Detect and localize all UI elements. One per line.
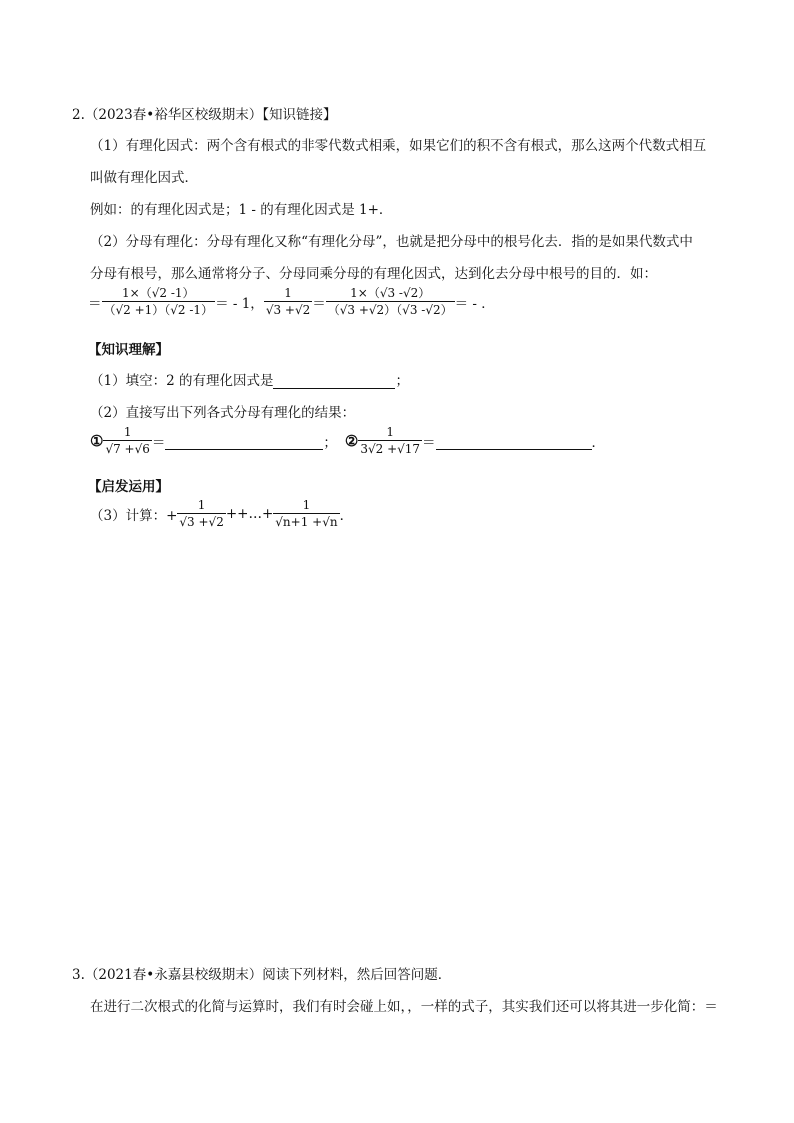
item2-fraction xyxy=(358,426,422,455)
u3-label: （3）计算：+ xyxy=(90,507,178,524)
fraction-denominator: √3 +√2 xyxy=(265,303,311,317)
q2-p2-line1: （2）分母有理化：分母有理化又称“有理化分母”，也就是把分母中的根号化去．指的是如果代数式中 xyxy=(90,234,693,250)
answer-blank-3[interactable] xyxy=(436,431,592,450)
u3-mid: ++…+ xyxy=(225,505,274,522)
fraction-numerator: 1 xyxy=(123,425,132,439)
answer-blank-2[interactable] xyxy=(165,431,323,450)
understand-title: 【知识理解】 xyxy=(88,342,169,358)
u1-end: ； xyxy=(395,373,409,389)
formula-fraction-1 xyxy=(102,287,216,316)
fraction-numerator: 1×（√2 -1） xyxy=(122,286,195,300)
q2-p2-line2: 分母有根号，那么通常将分子、分母同乘分母的有理化因式，达到化去分母中根号的目的．如： xyxy=(90,266,657,282)
fraction-numerator: 1 xyxy=(302,498,311,512)
q2-p1-line1: （1）有理化因式：两个含有根式的非零代数式相乘，如果它们的积不含有根式，那么这两个代数式相互 xyxy=(90,138,707,154)
item2-mark: ② xyxy=(344,431,359,450)
formula-eq4: ＝ - ． xyxy=(454,295,495,312)
item1-eq: ＝ xyxy=(151,434,166,451)
q2-p1-line2: 叫做有理化因式． xyxy=(90,170,198,186)
fraction-numerator: 1 xyxy=(284,286,292,300)
fraction-denominator: √3 +√2 xyxy=(179,515,224,529)
q2-u2: （2）直接写出下列各式分母有理化的结果： xyxy=(90,405,356,421)
q3-header: 3.（2021春•永嘉县校级期末）阅读下列材料，然后回答问题． xyxy=(72,967,452,983)
u1-text: （1）填空：2 的有理化因式是 xyxy=(90,373,274,389)
item1-mark: ① xyxy=(90,431,104,450)
formula-eq3: ＝ xyxy=(312,295,326,312)
q2-header: 2.（2023春•裕华区校级期末）【知识链接】 xyxy=(72,107,337,123)
q3-line1: 在进行二次根式的化简与运算时，我们有时会碰上如，，一样的式子，其实我们还可以将其进一步化简：＝ xyxy=(90,999,718,1015)
apply-title: 【启发运用】 xyxy=(88,479,169,495)
fraction-numerator: 1 xyxy=(197,498,206,512)
item1-sep: ； xyxy=(323,434,337,451)
q2-example: 例如：的有理化因式是；1 - 的有理化因式是 1+． xyxy=(90,202,393,218)
q2-items-row xyxy=(90,426,605,455)
fraction-denominator: 3√2 +√17 xyxy=(360,442,421,456)
q2-u1 xyxy=(90,369,409,389)
q2-u3 xyxy=(90,499,353,528)
formula-fraction-3 xyxy=(326,287,455,316)
fraction-denominator: （√3 +√2）（√3 -√2） xyxy=(327,303,453,317)
fraction-denominator: √7 +√6 xyxy=(105,442,150,456)
fraction-denominator: √n+1 +√n xyxy=(275,515,338,529)
q2-formula-row xyxy=(88,287,495,316)
fraction-numerator: 1×（√3 -√2） xyxy=(350,286,431,300)
answer-blank-1[interactable] xyxy=(273,372,395,389)
fraction-denominator: （√2 +1）（√2 -1） xyxy=(103,303,214,317)
formula-eq2: ＝ - 1， xyxy=(215,295,264,312)
item1-fraction xyxy=(103,426,151,455)
u3-fraction-1 xyxy=(177,499,225,528)
item2-end: ． xyxy=(591,434,606,451)
formula-eq1: ＝ xyxy=(88,295,102,312)
u3-fraction-2 xyxy=(273,499,339,528)
item2-eq: ＝ xyxy=(422,434,436,451)
u3-end: ． xyxy=(339,507,354,524)
formula-fraction-2 xyxy=(264,287,312,316)
fraction-numerator: 1 xyxy=(386,425,395,439)
